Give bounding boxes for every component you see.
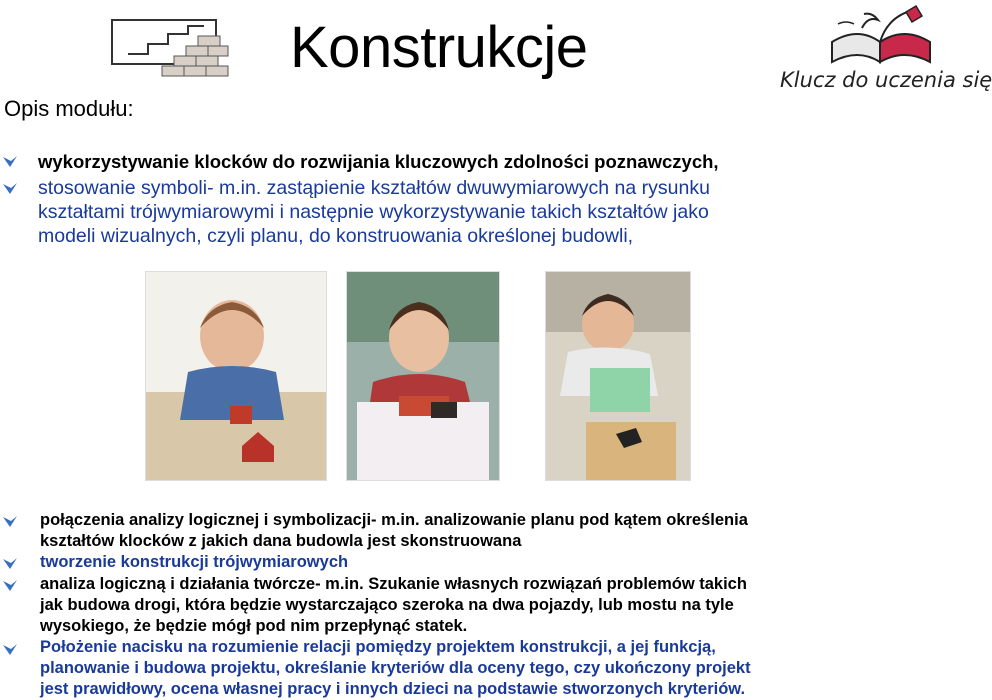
bullet-text-5: analiza logiczną i działania twórcze- m.in. Szukanie własnych rozwiązań problemów takich jak budowa drogi, która będzie wystarczająco szeroka na dwa pojazdy, lub mostu na tyle wysokiego, że będzie mógł pod nim przepłynąć statek. xyxy=(40,575,747,635)
module-label: Opis modułu: xyxy=(4,96,134,121)
bullet-icon xyxy=(2,515,18,529)
photo-child-red-block xyxy=(145,271,327,481)
bullet-icon xyxy=(2,579,18,593)
stairs-blocks-illustration xyxy=(108,14,234,86)
bullet-icon xyxy=(2,182,18,196)
photo-child-building xyxy=(545,271,691,481)
bullet-text-3: połączenia analizy logicznej i symbolizacji- m.in. analizowanie planu pod kątem określenia kształtów klocków z jakich dana budowla jest skonstruowana xyxy=(40,511,748,550)
bullet-icon xyxy=(2,155,18,169)
photo-child-smiling xyxy=(346,271,500,481)
bullet-text-1: wykorzystywanie klocków do rozwijania kluczowych zdolności poznawczych, xyxy=(38,151,719,172)
page-title: Konstrukcje xyxy=(290,15,588,80)
bullet-text-4: tworzenie konstrukcji trójwymiarowych xyxy=(40,553,349,571)
bullet-icon xyxy=(2,643,18,657)
logo-text: Klucz do uczenia się xyxy=(780,68,992,92)
bullet-text-6: Położenie nacisku na rozumienie relacji pomiędzy projektem konstrukcji, a jej funkcją, planowanie i budowa projektu, określanie kryteriów dla oceny tego, czy ukończony projekt jest prawidłowy, ocena własnej pracy i innych dzieci na podstawie stworzonych kryteriów. xyxy=(40,638,751,698)
book-logo-icon xyxy=(818,2,948,66)
bullet-text-2: stosowanie symboli- m.in. zastąpienie kształtów dwuwymiarowych na rysunku kształtami trójwymiarowymi i następnie wykorzystywanie takich kształtów jako modeli wizualnych, czyli planu, do konstruowania określonej budowli, xyxy=(38,177,710,247)
bullet-icon xyxy=(2,557,18,571)
